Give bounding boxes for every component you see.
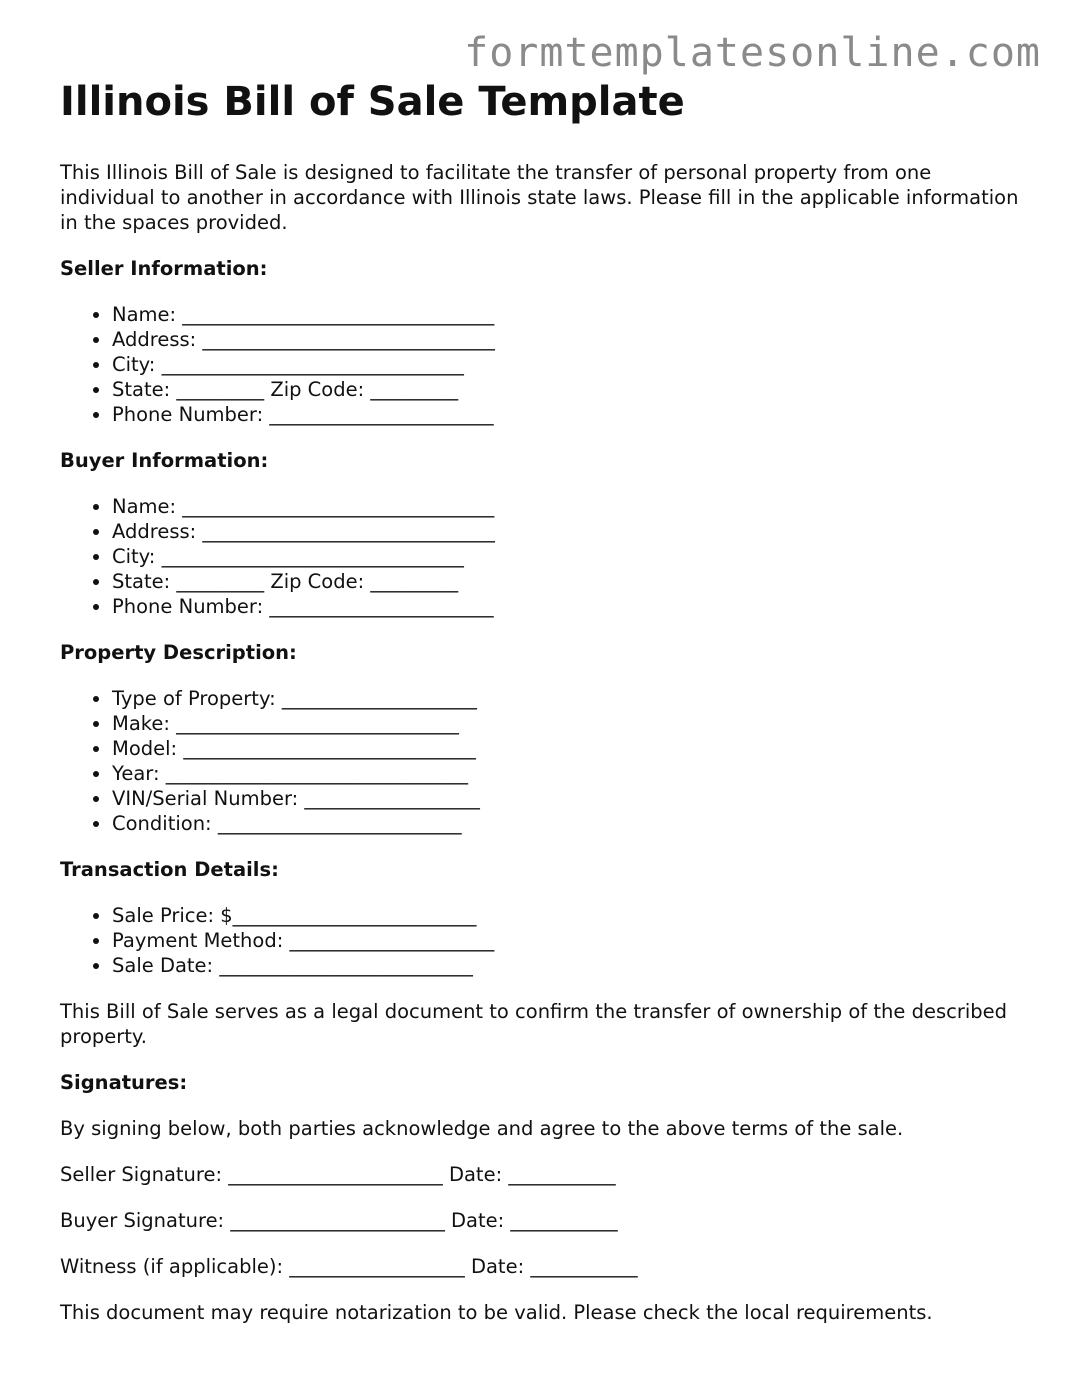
buyer-heading: Buyer Information: xyxy=(60,449,269,472)
transaction-heading: Transaction Details: xyxy=(60,858,279,881)
seller-signature-line[interactable]: Seller Signature: ______________________ Date: ___________ xyxy=(60,1163,616,1186)
signatures-statement: By signing below, both parties acknowledge and agree to the above terms of the sale. xyxy=(60,1117,904,1140)
property-condition-field[interactable]: • Condition: _________________________ xyxy=(112,811,1020,836)
property-year-field[interactable]: • Year: _______________________________ xyxy=(112,761,1020,786)
buyer-name-field[interactable]: • Name: ________________________________ xyxy=(112,494,1020,519)
seller-field-list xyxy=(60,302,1020,427)
buyer-city-field[interactable]: • City: _______________________________ xyxy=(112,544,1020,569)
property-make-field[interactable]: • Make: _____________________________ xyxy=(112,711,1020,736)
site-watermark: formtemplatesonline.com xyxy=(464,30,1041,76)
sale-price-field[interactable]: • Sale Price: $_________________________ xyxy=(112,903,1020,928)
buyer-signature-line[interactable]: Buyer Signature: ______________________ Date: ___________ xyxy=(60,1209,618,1232)
buyer-phone-field[interactable]: • Phone Number: _______________________ xyxy=(112,594,1020,619)
property-model-field[interactable]: • Model: ______________________________ xyxy=(112,736,1020,761)
signatures-heading: Signatures: xyxy=(60,1071,188,1094)
seller-phone-field[interactable]: • Phone Number: _______________________ xyxy=(112,402,1020,427)
buyer-address-field[interactable]: • Address: ______________________________ xyxy=(112,519,1020,544)
payment-method-field[interactable]: • Payment Method: _____________________ xyxy=(112,928,1020,953)
page-title: Illinois Bill of Sale Template xyxy=(60,79,685,125)
seller-city-field[interactable]: • City: _______________________________ xyxy=(112,352,1020,377)
seller-name-field[interactable]: • Name: ________________________________ xyxy=(112,302,1020,327)
seller-state-zip-field[interactable]: • State: _________ Zip Code: _________ xyxy=(112,377,1020,402)
seller-address-field[interactable]: • Address: ______________________________ xyxy=(112,327,1020,352)
notarization-note: This document may require notarization to be valid. Please check the local requirements. xyxy=(60,1301,933,1324)
witness-signature-line[interactable]: Witness (if applicable): __________________ Date: ___________ xyxy=(60,1255,638,1278)
legal-note: This Bill of Sale serves as a legal document to confirm the transfer of ownership of the described property. xyxy=(60,1000,1008,1048)
buyer-state-zip-field[interactable]: • State: _________ Zip Code: _________ xyxy=(112,569,1020,594)
property-heading: Property Description: xyxy=(60,641,297,664)
property-vin-field[interactable]: • VIN/Serial Number: __________________ xyxy=(112,786,1020,811)
property-field-list xyxy=(60,686,1020,836)
property-type-field[interactable]: • Type of Property: ____________________ xyxy=(112,686,1020,711)
intro-paragraph: This Illinois Bill of Sale is designed to facilitate the transfer of personal property from one individual to another in accordance with Illinois state laws. Please fill in the applicable information in the spaces provided. xyxy=(60,161,1019,234)
buyer-field-list xyxy=(60,494,1020,619)
sale-date-field[interactable]: • Sale Date: __________________________ xyxy=(112,953,1020,978)
document-page xyxy=(60,78,1020,1325)
seller-heading: Seller Information: xyxy=(60,257,268,280)
transaction-field-list xyxy=(60,903,1020,978)
